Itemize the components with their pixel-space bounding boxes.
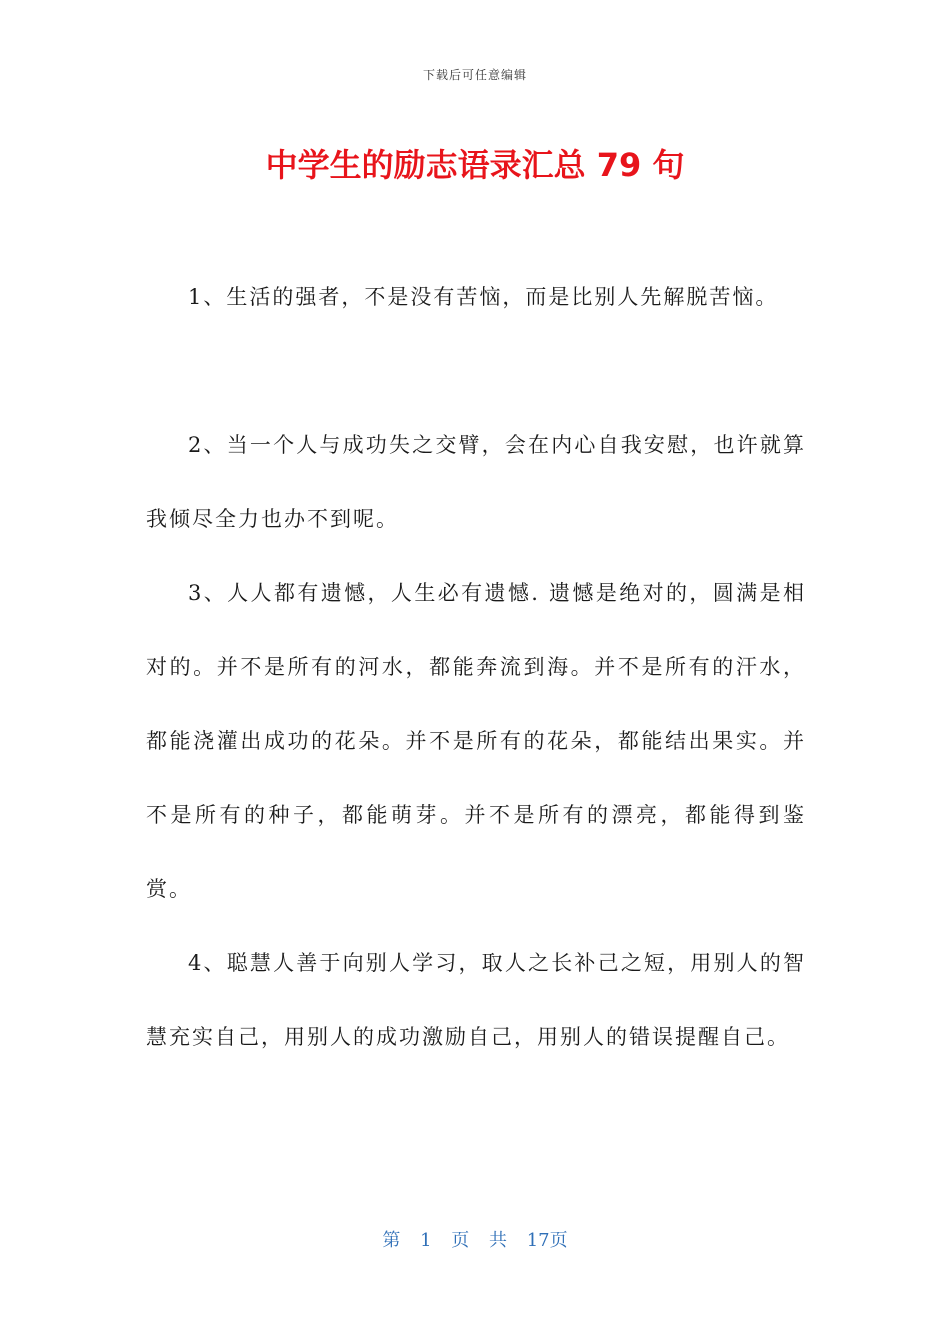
footer-page-word: 页 [451,1230,470,1251]
paragraph-1: 1、生活的强者，不是没有苦恼，而是比别人先解脱苦恼。 [188,285,779,309]
paragraph-2: 2、当一个人与成功失之交臂，会在内心自我安慰，也许就算我倾尽全力也办不到呢。 [146,433,806,531]
footer-page-prefix: 第 [382,1230,401,1251]
document-title: 中学生的励志语录汇总 79 句 [265,146,685,184]
paragraph-4: 4、聪慧人善于向别人学习，取人之长补己之短，用别人的智慧充实自己，用别人的成功激励自己，用别人的错误提醒自己。 [146,951,806,1049]
page-footer [0,1226,950,1252]
footer-total-pages: 17页 [526,1230,568,1251]
footer-total-prefix: 共 [489,1230,507,1251]
footer-current-page: 1 [420,1230,432,1251]
paragraph-3: 3、人人都有遗憾，人生必有遗憾. 遗憾是绝对的，圆满是相对的。并不是所有的河水，都能奔流到海。并不是所有的汗水，都能浇灌出成功的花朵。并不是所有的花朵，都能结出果实。并不是所有的种子，都能萌芽。并不是所有的漂亮，都能得到鉴赏。 [146,581,806,901]
header-note: 下载后可任意编辑 [422,68,527,82]
